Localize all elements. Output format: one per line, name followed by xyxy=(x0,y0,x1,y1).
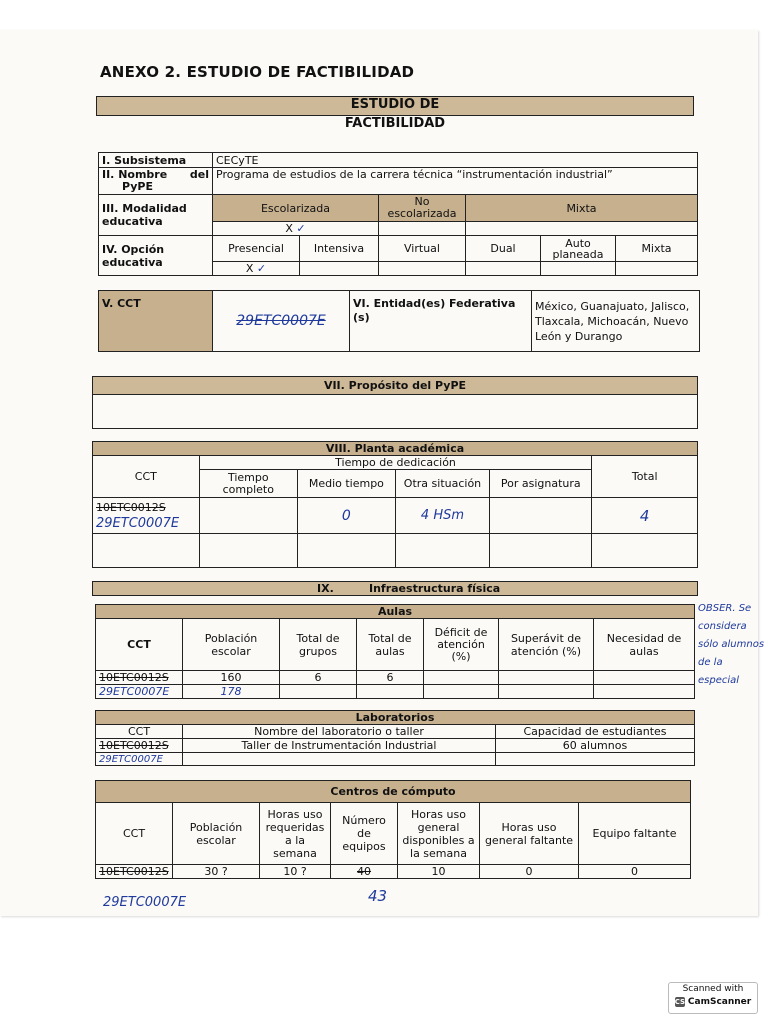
entidad-value: México, Guanajuato, Jalisco, Tlaxcala, Michoacán, Nuevo León y Durango xyxy=(532,291,700,352)
infra-num: IX. xyxy=(317,582,334,595)
opcion-empty-cell xyxy=(616,262,698,276)
entidad-label: VI. Entidad(es) Federativa (s) xyxy=(350,291,532,352)
comp-col-horas-faltante: Horas uso general faltante xyxy=(480,803,579,865)
lab-col-capacidad: Capacidad de estudiantes xyxy=(496,725,695,739)
subsistema-label: I. Subsistema xyxy=(99,153,213,168)
cct-entidad-table xyxy=(98,290,700,352)
aulas-col-necesidad: Necesidad de aulas xyxy=(594,619,695,671)
general-info-table xyxy=(98,152,698,276)
modalidad-mark: X ✓ xyxy=(213,222,379,236)
opcion-empty-cell xyxy=(379,262,466,276)
camscanner-icon: CS xyxy=(674,997,686,1006)
lab-row1-capacidad: 60 alumnos xyxy=(496,739,695,753)
aulas-row2-cct: 29ETC0007E xyxy=(96,685,183,699)
planta-row-asignatura xyxy=(490,498,592,534)
study-title-line2: FACTIBILIDAD xyxy=(344,116,446,131)
planta-academica-table xyxy=(92,441,698,568)
planta-row-otra: 4 HSm xyxy=(395,498,489,534)
aulas-table xyxy=(95,604,695,699)
lab-row2-cct: 29ETC0007E xyxy=(96,753,183,766)
planta-row-completo xyxy=(199,498,297,534)
computo-table xyxy=(95,780,691,879)
cct-handwritten: 29ETC0007E xyxy=(213,291,350,352)
lab-empty-cell xyxy=(496,753,695,766)
planta-empty-cell xyxy=(490,534,592,568)
planta-empty-cell xyxy=(297,534,395,568)
aulas-empty-cell xyxy=(357,685,424,699)
lab-col-cct: CCT xyxy=(96,725,183,739)
aulas-title: Aulas xyxy=(96,605,695,619)
laboratorios-table xyxy=(95,710,695,766)
comp-col-poblacion: Población escolar xyxy=(173,803,260,865)
planta-row-medio: 0 xyxy=(297,498,395,534)
comp-col-horas-req: Horas uso requeridas a la semana xyxy=(260,803,331,865)
planta-col-asignatura: Por asignatura xyxy=(490,470,592,498)
planta-empty-cell xyxy=(199,534,297,568)
opcion-auto-planeada: Auto planeada xyxy=(541,236,616,262)
planta-col-completo: Tiempo completo xyxy=(199,470,297,498)
comp-col-equipo-faltante: Equipo faltante xyxy=(579,803,691,865)
aulas-empty-cell xyxy=(280,685,357,699)
aulas-col-poblacion: Población escolar xyxy=(183,619,280,671)
aulas-col-superavit: Superávit de atención (%) xyxy=(499,619,594,671)
planta-empty-cell xyxy=(93,534,200,568)
comp-row1-equipo-faltante: 0 xyxy=(579,865,691,879)
scanner-badge xyxy=(668,982,758,1014)
planta-col-medio: Medio tiempo xyxy=(297,470,395,498)
planta-row-total: 4 xyxy=(592,498,698,534)
aulas-empty-cell xyxy=(424,685,499,699)
scanner-line1: Scanned with xyxy=(682,984,744,994)
aulas-empty-cell xyxy=(594,671,695,685)
planta-col-otra: Otra situación xyxy=(395,470,489,498)
planta-row-cct: 10ETC0012S 29ETC0007E xyxy=(93,498,200,534)
modalidad-label: III. Modalidad educativa xyxy=(99,195,213,236)
study-title-line1: ESTUDIO DE xyxy=(350,97,440,112)
comp-row1-horas-faltante: 0 xyxy=(480,865,579,879)
comp-row1-equipos: 40 xyxy=(331,865,398,879)
opcion-empty-cell xyxy=(466,262,541,276)
aulas-row1-cct: 10ETC0012S xyxy=(96,671,183,685)
modalidad-option-escolarizada: Escolarizada xyxy=(213,195,379,222)
comp-row1-poblacion: 30 ? xyxy=(173,865,260,879)
lab-empty-cell xyxy=(183,753,496,766)
comp-col-equipos: Número de equipos xyxy=(331,803,398,865)
planta-total-header: Total xyxy=(592,456,698,498)
lab-row1-nombre: Taller de Instrumentación Industrial xyxy=(183,739,496,753)
scanner-line2: CS CamScanner xyxy=(674,997,752,1007)
modalidad-empty-cell xyxy=(466,222,698,236)
aulas-col-aulas: Total de aulas xyxy=(357,619,424,671)
comp-title: Centros de cómputo xyxy=(96,781,691,803)
comp-row2-cct: 29ETC0007E xyxy=(103,895,187,910)
opcion-empty-cell xyxy=(541,262,616,276)
comp-new-equipos: 43 xyxy=(368,887,388,905)
opcion-mixta: Mixta xyxy=(616,236,698,262)
nombre-label: II. Nombre del PyPE xyxy=(99,168,213,195)
aulas-empty-cell xyxy=(499,671,594,685)
aulas-empty-cell xyxy=(424,671,499,685)
lab-col-nombre: Nombre del laboratorio o taller xyxy=(183,725,496,739)
planta-title: VIII. Planta académica xyxy=(93,442,698,456)
opcion-intensiva: Intensiva xyxy=(300,236,379,262)
aulas-col-cct: CCT xyxy=(96,619,183,671)
nombre-value: Programa de estudios de la carrera técnica “instrumentación industrial” xyxy=(213,168,698,195)
planta-empty-cell xyxy=(395,534,489,568)
opcion-presencial: Presencial xyxy=(213,236,300,262)
aulas-row2-poblacion: 178 xyxy=(183,685,280,699)
opcion-empty-cell xyxy=(300,262,379,276)
aulas-row1-poblacion: 160 xyxy=(183,671,280,685)
lab-row1-cct: 10ETC0012S xyxy=(96,739,183,753)
margin-note: OBSER. Se considera sólo alumnos de la especial xyxy=(698,603,765,686)
aulas-empty-cell xyxy=(499,685,594,699)
aulas-row1-grupos: 6 xyxy=(280,671,357,685)
planta-empty-cell xyxy=(592,534,698,568)
modalidad-option-mixta: Mixta xyxy=(466,195,698,222)
infra-title: Infraestructura física xyxy=(369,582,501,595)
lab-title: Laboratorios xyxy=(96,711,695,725)
cct-label: V. CCT xyxy=(99,291,213,352)
subsistema-value: CECyTE xyxy=(213,153,698,168)
comp-row1-horas-req: 10 ? xyxy=(260,865,331,879)
opcion-dual: Dual xyxy=(466,236,541,262)
opcion-virtual: Virtual xyxy=(379,236,466,262)
aulas-col-deficit: Déficit de atención (%) xyxy=(424,619,499,671)
aulas-col-grupos: Total de grupos xyxy=(280,619,357,671)
comp-col-horas-disp: Horas uso general disponibles a la semana xyxy=(398,803,480,865)
modalidad-empty-cell xyxy=(379,222,466,236)
modalidad-option-no-escolarizada: No escolarizada xyxy=(379,195,466,222)
infra-title-band xyxy=(92,581,698,596)
comp-row1-horas-disp: 10 xyxy=(398,865,480,879)
opcion-mark: X ✓ xyxy=(213,262,300,276)
comp-col-cct: CCT xyxy=(96,803,173,865)
annex-title: ANEXO 2. ESTUDIO DE FACTIBILIDAD xyxy=(100,63,415,81)
aulas-empty-cell xyxy=(594,685,695,699)
proposito-content xyxy=(92,394,698,429)
proposito-title: VII. Propósito del PyPE xyxy=(92,376,698,395)
planta-cct-header: CCT xyxy=(93,456,200,498)
planta-tiempo-header: Tiempo de dedicación xyxy=(199,456,592,470)
aulas-row1-aulas: 6 xyxy=(357,671,424,685)
comp-row1-cct: 10ETC0012S xyxy=(96,865,173,879)
opcion-label: IV. Opción educativa xyxy=(99,236,213,276)
